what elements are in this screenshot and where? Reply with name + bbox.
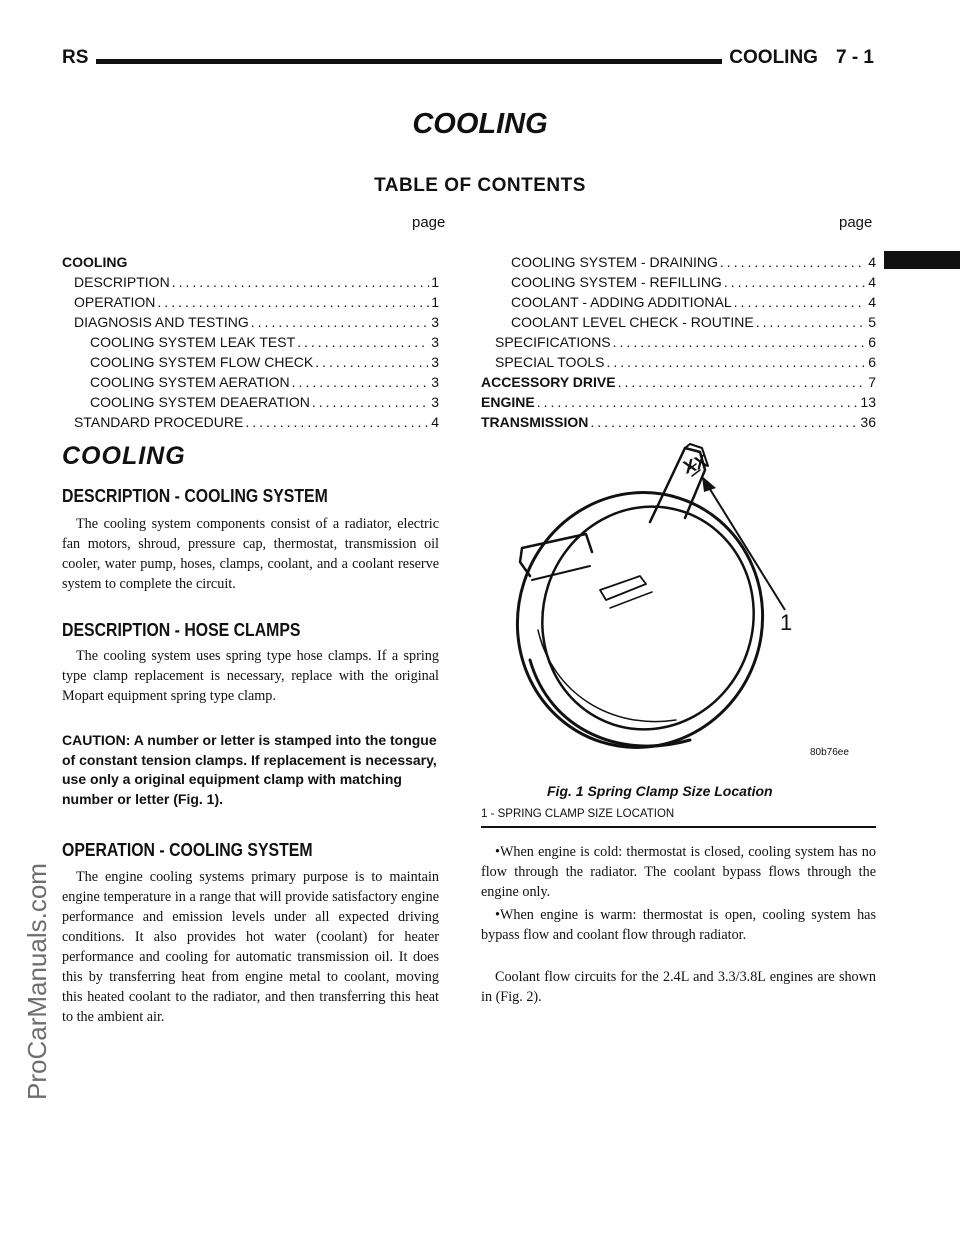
toc-entry-label: COOLING SYSTEM - REFILLING	[511, 274, 722, 290]
toc-entry-page: 3	[431, 394, 439, 410]
toc-entry-label: SPECIAL TOOLS	[495, 354, 605, 370]
caution-note: CAUTION: A number or letter is stamped into the tongue of constant tension clamps. If replacement is necessary, use only a original equipment clamp with matching number or letter (Fig. 1).	[62, 732, 437, 807]
toc-entry-page: 3	[431, 334, 439, 350]
bullet-engine-warm: •When engine is warm: thermostat is open, cooling system has bypass flow and coolant flow through radiator.	[481, 907, 876, 943]
toc-page-label-right: page	[839, 214, 873, 231]
toc-entry-page: 3	[431, 374, 439, 390]
toc-entry-label: COOLANT - ADDING ADDITIONAL	[511, 294, 732, 310]
toc-entry[interactable]	[481, 332, 876, 352]
toc-entry[interactable]	[481, 372, 876, 392]
toc-entry[interactable]	[481, 252, 876, 272]
toc-left-column	[62, 252, 439, 432]
desc-clamps-heading: DESCRIPTION - HOSE CLAMPS	[62, 620, 301, 640]
toc-right-column	[481, 252, 876, 432]
toc-entry-label: COOLING SYSTEM FLOW CHECK	[90, 354, 314, 370]
toc-entry[interactable]	[62, 292, 439, 312]
toc-entry[interactable]	[481, 312, 876, 332]
section-tab-marker	[884, 251, 960, 269]
toc-entry-page: 13	[860, 394, 876, 410]
toc-entry[interactable]	[481, 412, 876, 432]
toc-entry-page: 7	[868, 374, 876, 390]
toc-entry[interactable]	[481, 272, 876, 292]
desc-cooling-heading: DESCRIPTION - COOLING SYSTEM	[62, 486, 328, 506]
header-section-name: COOLING	[729, 47, 818, 68]
toc-entry[interactable]	[62, 252, 439, 272]
toc-entry-label: COOLING	[62, 254, 128, 270]
toc-entry-label: COOLANT LEVEL CHECK - ROUTINE	[511, 314, 754, 330]
toc-entry-page: 4	[868, 294, 876, 310]
figure-code: 80b76ee	[810, 747, 849, 758]
toc-entry-label: TRANSMISSION	[481, 414, 589, 430]
header-page-number: 7 - 1	[835, 47, 874, 68]
operation-heading: OPERATION - COOLING SYSTEM	[62, 840, 313, 860]
toc-entry[interactable]	[481, 392, 876, 412]
toc-entry[interactable]	[62, 412, 439, 432]
figure-caption: Fig. 1 Spring Clamp Size Location	[547, 783, 773, 799]
coolant-flow-text: Coolant flow circuits for the 2.4L and 3.3/3.8L engines are shown in (Fig. 2).	[481, 969, 876, 1005]
toc-entry-label: STANDARD PROCEDURE	[74, 414, 244, 430]
toc-entry[interactable]	[62, 312, 439, 332]
toc-entry-page: 4	[431, 414, 439, 430]
toc-heading: TABLE OF CONTENTS	[374, 175, 586, 196]
header-section-code: RS	[62, 47, 89, 68]
toc-entry-label: COOLING SYSTEM LEAK TEST	[90, 334, 296, 350]
toc-page-label-left: page	[412, 214, 446, 231]
toc-entry[interactable]	[62, 392, 439, 412]
section-heading: COOLING	[62, 442, 186, 470]
desc-cooling-text: The cooling system components consist of a radiator, electric fan motors, shroud, pressure cap, thermostat, transmission oil cooler, water pump, hoses, clamps, coolant, and a coolant reserve system to complete the circuit.	[62, 516, 439, 592]
operation-text: The engine cooling systems primary purpose is to maintain engine temperature in a range that will provide satisfactory engine performance and emission levels under all expected driving conditions. It also provides hot water (coolant) for heater performance and cooling for automatic transmission oil. It does this by transferring heat from engine metal to coolant, moving this heated coolant to the radiator, and then transferring this heat to the ambient air.	[62, 869, 439, 1025]
toc-entry-label: COOLING SYSTEM AERATION	[90, 374, 290, 390]
toc-entry[interactable]	[62, 372, 439, 392]
toc-entry-page: 5	[868, 314, 876, 330]
toc-entry[interactable]	[62, 352, 439, 372]
toc-entry-page: 1	[431, 294, 439, 310]
toc-entry-page: 6	[868, 334, 876, 350]
watermark: ProCarManuals.com	[22, 863, 52, 1100]
toc-entry-label: COOLING SYSTEM DEAERATION	[90, 394, 310, 410]
spring-clamp-figure	[490, 430, 870, 770]
toc-entry-label: ACCESSORY DRIVE	[481, 374, 616, 390]
bullet-engine-cold: •When engine is cold: thermostat is closed, cooling system has no flow through the radiator. The coolant bypass flows through the engine only.	[481, 844, 876, 900]
clamp-size-marking: XX	[680, 450, 710, 478]
toc-entry-page: 6	[868, 354, 876, 370]
toc-entry-label: SPECIFICATIONS	[495, 334, 611, 350]
toc-entry-page: 3	[431, 314, 439, 330]
header-right	[711, 47, 874, 69]
toc-entry[interactable]	[62, 272, 439, 292]
desc-clamps-text: The cooling system uses spring type hose clamps. If a spring type clamp replacement is necessary, replace with the original Mopart equipment spring type clamp.	[62, 648, 439, 704]
toc-entry-page: 3	[431, 354, 439, 370]
toc-entry-page: 4	[868, 254, 876, 270]
toc-entry-label: COOLING SYSTEM - DRAINING	[511, 254, 718, 270]
toc-entry-label: DESCRIPTION	[74, 274, 170, 290]
header-rule	[96, 59, 722, 64]
figure-rule	[481, 826, 876, 828]
toc-entry[interactable]	[62, 332, 439, 352]
toc-entry-label: OPERATION	[74, 294, 156, 310]
toc-entry-page: 4	[868, 274, 876, 290]
toc-entry-page: 1	[431, 274, 439, 290]
toc-entry-label: DIAGNOSIS AND TESTING	[74, 314, 249, 330]
figure-legend: 1 - SPRING CLAMP SIZE LOCATION	[481, 808, 675, 820]
page-title: COOLING	[412, 108, 548, 140]
figure-callout-number: 1	[780, 610, 793, 635]
toc-entry[interactable]	[481, 292, 876, 312]
toc-entry[interactable]	[481, 352, 876, 372]
toc-entry-label: ENGINE	[481, 394, 535, 410]
spring-clamp-illustration	[490, 430, 870, 770]
toc-entry-page: 36	[860, 414, 876, 430]
